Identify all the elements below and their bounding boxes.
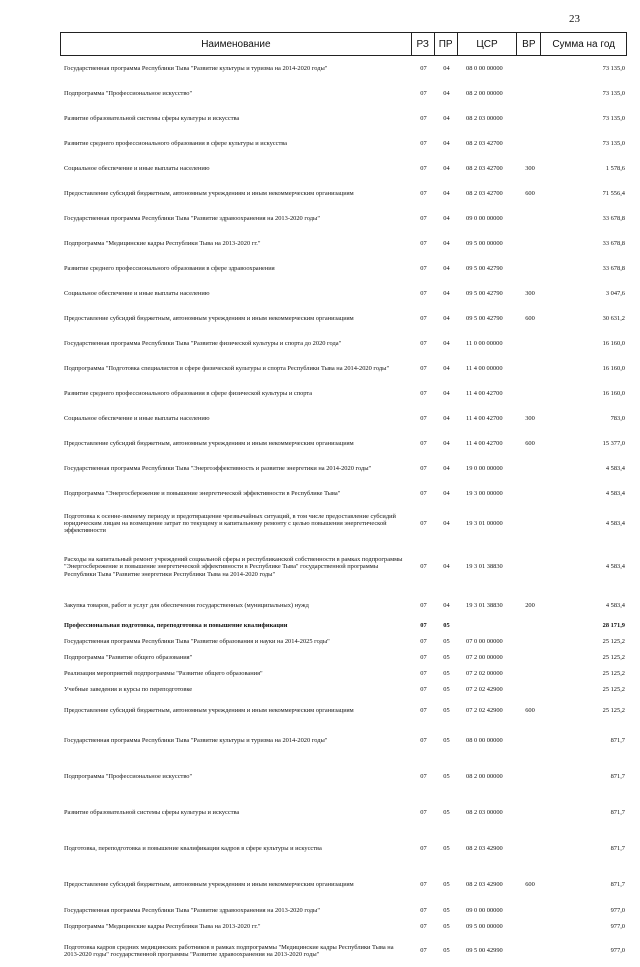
row-rz: 07 bbox=[420, 239, 427, 247]
row-name: Подпрограмма "Профессиональное искусство" bbox=[64, 773, 193, 781]
row-name: Государственная программа Республики Тыва "Развитие физической культуры и спорта до 2020 года" bbox=[64, 339, 342, 347]
row-pr: 05 bbox=[443, 907, 450, 915]
row-name: Подпрограмма "Развитие общего образования" bbox=[64, 654, 193, 662]
row-name: Развитие среднего профессионального образования в сфере культуры и искусства bbox=[64, 139, 288, 147]
row-csr: 08 2 03 00000 bbox=[466, 114, 503, 122]
row-sum: 28 171,9 bbox=[602, 622, 625, 630]
table-row bbox=[60, 506, 627, 541]
row-name: Государственная программа Республики Тыва "Развитие образования и науки на 2014-2025 годы" bbox=[64, 638, 330, 646]
row-csr: 11 4 00 00000 bbox=[466, 364, 503, 372]
row-rz: 07 bbox=[420, 314, 427, 322]
row-vr bbox=[518, 456, 542, 481]
row-pr: 04 bbox=[443, 489, 450, 497]
row-rz: 07 bbox=[420, 389, 427, 397]
row-rz: 07 bbox=[420, 114, 427, 122]
row-rz: 07 bbox=[420, 907, 427, 915]
row-rz: 07 bbox=[420, 164, 427, 172]
row-vr bbox=[518, 381, 542, 406]
row-csr: 07 2 02 42900 bbox=[466, 706, 503, 714]
row-sum: 3 047,6 bbox=[605, 289, 625, 297]
header-name: Наименование bbox=[61, 33, 412, 55]
row-vr bbox=[518, 935, 542, 967]
row-sum: 25 125,2 bbox=[602, 686, 625, 694]
row-sum: 871,7 bbox=[610, 737, 625, 745]
row-sum: 4 583,4 bbox=[605, 601, 625, 609]
row-csr: 08 2 00 00000 bbox=[466, 773, 503, 781]
table-row bbox=[60, 666, 627, 682]
row-sum: 71 556,4 bbox=[602, 189, 625, 197]
row-csr: 19 0 00 00000 bbox=[466, 464, 503, 472]
header-vr: ВР bbox=[517, 33, 541, 55]
row-csr: 09 5 00 00000 bbox=[466, 923, 503, 931]
row-sum: 871,7 bbox=[610, 881, 625, 889]
row-csr: 08 2 03 42700 bbox=[466, 139, 503, 147]
row-vr bbox=[518, 206, 542, 231]
row-pr: 05 bbox=[443, 706, 450, 714]
row-name: Предоставление субсидий бюджетным, автономным учреждениям и иным некоммерческим организациям bbox=[64, 706, 354, 714]
row-rz: 07 bbox=[420, 638, 427, 646]
table-header bbox=[60, 32, 627, 56]
table-row bbox=[60, 935, 627, 967]
row-pr: 05 bbox=[443, 670, 450, 678]
row-pr: 05 bbox=[443, 737, 450, 745]
row-pr: 04 bbox=[443, 414, 450, 422]
row-csr: 07 0 00 00000 bbox=[466, 638, 503, 646]
row-name: Социальное обеспечение и иные выплаты населению bbox=[64, 289, 210, 297]
row-sum: 16 160,0 bbox=[602, 389, 625, 397]
row-vr bbox=[518, 831, 542, 867]
row-name: Расходы на капитальный ремонт учреждений социальной сферы и республиканской собственности в рамках подпрограммы "Энергосбережение и повышение энергетической эффективности в Республике Тыва" государственной программы Республики Тыва "Развитие энергетики Республики Тыва на 2014-2020 годы" bbox=[64, 556, 403, 578]
row-vr: 600 bbox=[525, 189, 535, 197]
row-csr: 11 0 00 00000 bbox=[466, 339, 503, 347]
row-name: Социальное обеспечение и иные выплаты населению bbox=[64, 414, 210, 422]
row-sum: 16 160,0 bbox=[602, 364, 625, 372]
row-vr bbox=[518, 506, 542, 541]
row-name: Подпрограмма "Медицинские кадры Республики Тыва на 2013-2020 гг." bbox=[64, 923, 261, 931]
row-name: Подготовка кадров средних медицинских работников в рамках подпрограммы "Медицинские кадры Республики Тыва на 2013-2020 годы" государственной программы "Развитие здравоохранения на 2013-2020 годы" bbox=[64, 943, 394, 958]
row-rz: 07 bbox=[420, 881, 427, 889]
row-sum: 25 125,2 bbox=[602, 706, 625, 714]
row-pr: 04 bbox=[443, 314, 450, 322]
row-vr bbox=[518, 56, 542, 81]
row-vr bbox=[518, 541, 542, 593]
row-pr: 05 bbox=[443, 654, 450, 662]
table-row bbox=[60, 795, 627, 831]
row-csr: 09 5 00 42790 bbox=[466, 264, 503, 272]
row-name: Государственная программа Республики Тыва "Развитие культуры и туризма на 2014-2020 годы" bbox=[64, 64, 328, 72]
row-rz: 07 bbox=[420, 947, 427, 955]
table-row bbox=[60, 256, 627, 281]
row-pr: 04 bbox=[443, 64, 450, 72]
row-pr: 05 bbox=[443, 809, 450, 817]
table-row bbox=[60, 618, 627, 634]
row-pr: 05 bbox=[443, 686, 450, 694]
row-name: Государственная программа Республики Тыва "Развитие здравоохранения на 2013-2020 годы" bbox=[64, 214, 320, 222]
table-row bbox=[60, 919, 627, 935]
row-sum: 4 583,4 bbox=[605, 519, 625, 527]
table-row bbox=[60, 231, 627, 256]
row-csr: 09 5 00 42790 bbox=[466, 289, 503, 297]
row-name: Государственная программа Республики Тыва "Развитие культуры и туризма на 2014-2020 годы" bbox=[64, 737, 328, 745]
row-name: Развитие образовательной системы сферы культуры и искусства bbox=[64, 114, 240, 122]
table-row bbox=[60, 682, 627, 698]
row-pr: 05 bbox=[443, 638, 450, 646]
row-name: Профессиональная подготовка, переподготовка и повышение квалификации bbox=[64, 622, 288, 630]
row-pr: 04 bbox=[443, 389, 450, 397]
row-pr: 04 bbox=[443, 89, 450, 97]
row-sum: 25 125,2 bbox=[602, 670, 625, 678]
row-sum: 1 578,6 bbox=[605, 164, 625, 172]
row-sum: 977,0 bbox=[610, 907, 625, 915]
table-row bbox=[60, 698, 627, 723]
row-csr: 11 4 00 42700 bbox=[466, 439, 503, 447]
row-vr bbox=[518, 634, 542, 650]
row-rz: 07 bbox=[420, 563, 427, 571]
row-vr bbox=[518, 256, 542, 281]
row-vr: 300 bbox=[525, 164, 535, 172]
row-sum: 871,7 bbox=[610, 773, 625, 781]
row-csr: 09 0 00 00000 bbox=[466, 907, 503, 915]
row-sum: 4 583,4 bbox=[605, 563, 625, 571]
table-row bbox=[60, 181, 627, 206]
row-name: Предоставление субсидий бюджетным, автономным учреждениям и иным некоммерческим организациям bbox=[64, 314, 354, 322]
header-pr: ПР bbox=[435, 33, 458, 55]
row-rz: 07 bbox=[420, 64, 427, 72]
row-rz: 07 bbox=[420, 686, 427, 694]
row-vr bbox=[518, 903, 542, 919]
row-pr: 05 bbox=[443, 773, 450, 781]
row-rz: 07 bbox=[420, 214, 427, 222]
row-sum: 73 135,0 bbox=[602, 139, 625, 147]
row-rz: 07 bbox=[420, 519, 427, 527]
row-vr bbox=[518, 723, 542, 759]
row-rz: 07 bbox=[420, 364, 427, 372]
row-csr: 09 5 00 42990 bbox=[466, 947, 503, 955]
row-vr: 600 bbox=[525, 706, 535, 714]
row-sum: 871,7 bbox=[610, 809, 625, 817]
row-pr: 04 bbox=[443, 519, 450, 527]
row-vr bbox=[518, 356, 542, 381]
row-sum: 871,7 bbox=[610, 845, 625, 853]
row-pr: 04 bbox=[443, 239, 450, 247]
row-csr: 09 5 00 00000 bbox=[466, 239, 503, 247]
table-row bbox=[60, 81, 627, 106]
row-pr: 04 bbox=[443, 439, 450, 447]
row-name: Закупка товаров, работ и услуг для обеспечения государственных (муниципальных) нужд bbox=[64, 601, 309, 609]
row-rz: 07 bbox=[420, 489, 427, 497]
row-name: Учебные заведения и курсы по переподготовке bbox=[64, 686, 193, 694]
row-pr: 04 bbox=[443, 189, 450, 197]
row-sum: 33 678,8 bbox=[602, 264, 625, 272]
table-row bbox=[60, 723, 627, 759]
row-pr: 04 bbox=[443, 464, 450, 472]
table-row bbox=[60, 541, 627, 593]
row-sum: 73 135,0 bbox=[602, 114, 625, 122]
row-sum: 4 583,4 bbox=[605, 464, 625, 472]
row-pr: 05 bbox=[443, 881, 450, 889]
row-pr: 04 bbox=[443, 289, 450, 297]
row-pr: 04 bbox=[443, 339, 450, 347]
row-vr bbox=[518, 331, 542, 356]
row-rz: 07 bbox=[420, 189, 427, 197]
row-vr bbox=[518, 481, 542, 506]
table-row bbox=[60, 331, 627, 356]
table-row bbox=[60, 456, 627, 481]
page-number: 23 bbox=[569, 13, 580, 25]
row-vr bbox=[518, 131, 542, 156]
table-row bbox=[60, 156, 627, 181]
table-body bbox=[60, 56, 627, 967]
row-name: Реализация мероприятий подпрограммы "Развитие общего образования" bbox=[64, 670, 263, 678]
row-csr: 19 3 01 00000 bbox=[466, 519, 503, 527]
row-sum: 15 377,0 bbox=[602, 439, 625, 447]
table-row bbox=[60, 281, 627, 306]
row-csr: 08 2 03 42700 bbox=[466, 164, 503, 172]
row-rz: 07 bbox=[420, 464, 427, 472]
row-csr: 07 2 02 00000 bbox=[466, 670, 503, 678]
row-vr bbox=[518, 231, 542, 256]
row-pr: 05 bbox=[443, 845, 450, 853]
table-row bbox=[60, 650, 627, 666]
table-row bbox=[60, 593, 627, 618]
table-row bbox=[60, 903, 627, 919]
table-row bbox=[60, 306, 627, 331]
row-rz: 07 bbox=[420, 89, 427, 97]
row-sum: 783,0 bbox=[610, 414, 625, 422]
table-row bbox=[60, 759, 627, 795]
row-vr: 300 bbox=[525, 414, 535, 422]
row-pr: 04 bbox=[443, 601, 450, 609]
table-row bbox=[60, 131, 627, 156]
row-rz: 07 bbox=[420, 923, 427, 931]
row-vr: 600 bbox=[525, 314, 535, 322]
table-row bbox=[60, 106, 627, 131]
row-pr: 04 bbox=[443, 114, 450, 122]
row-csr: 08 0 00 00000 bbox=[466, 64, 503, 72]
row-vr: 200 bbox=[525, 601, 535, 609]
row-vr bbox=[518, 759, 542, 795]
row-sum: 30 631,2 bbox=[602, 314, 625, 322]
row-sum: 4 583,4 bbox=[605, 489, 625, 497]
header-rz: РЗ bbox=[412, 33, 435, 55]
row-vr: 600 bbox=[525, 439, 535, 447]
row-rz: 07 bbox=[420, 737, 427, 745]
row-sum: 977,0 bbox=[610, 923, 625, 931]
row-pr: 04 bbox=[443, 563, 450, 571]
row-csr: 08 2 00 00000 bbox=[466, 89, 503, 97]
row-csr: 08 2 03 42700 bbox=[466, 189, 503, 197]
row-sum: 25 125,2 bbox=[602, 654, 625, 662]
row-csr: 09 5 00 42790 bbox=[466, 314, 503, 322]
table-row bbox=[60, 634, 627, 650]
row-name: Развитие среднего профессионального образования в сфере физической культуры и спорта bbox=[64, 389, 313, 397]
row-rz: 07 bbox=[420, 845, 427, 853]
row-rz: 07 bbox=[420, 439, 427, 447]
row-sum: 33 678,8 bbox=[602, 239, 625, 247]
row-csr: 08 2 03 42900 bbox=[466, 845, 503, 853]
row-csr: 08 2 03 42900 bbox=[466, 881, 503, 889]
row-name: Подготовка к осенне-зимнему периоду и предотвращение чрезвычайных ситуаций, в том числе предоставление субсидий юридическим лицам на возмещение затрат по текущему и капитальному ремонту с целью повышения энергетической эффективности bbox=[64, 512, 396, 535]
row-name: Развитие образовательной системы сферы культуры и искусства bbox=[64, 809, 240, 817]
row-name: Предоставление субсидий бюджетным, автономным учреждениям и иным некоммерческим организациям bbox=[64, 439, 354, 447]
row-vr bbox=[518, 618, 542, 634]
row-pr: 05 bbox=[443, 947, 450, 955]
table-row bbox=[60, 831, 627, 867]
row-rz: 07 bbox=[420, 706, 427, 714]
row-vr bbox=[518, 650, 542, 666]
row-name: Государственная программа Республики Тыва "Энергоэффективность и развитие энергетики на 2014-2020 годы" bbox=[64, 464, 372, 472]
row-csr bbox=[458, 618, 518, 634]
row-csr: 19 3 00 00000 bbox=[466, 489, 503, 497]
row-vr: 600 bbox=[525, 881, 535, 889]
row-name: Социальное обеспечение и иные выплаты населению bbox=[64, 164, 210, 172]
row-sum: 16 160,0 bbox=[602, 339, 625, 347]
row-name: Подпрограмма "Профессиональное искусство" bbox=[64, 89, 193, 97]
row-sum: 73 135,0 bbox=[602, 89, 625, 97]
row-rz: 07 bbox=[420, 601, 427, 609]
row-vr bbox=[518, 81, 542, 106]
row-name: Государственная программа Республики Тыва "Развитие здравоохранения на 2013-2020 годы" bbox=[64, 907, 320, 915]
row-name: Подпрограмма "Медицинские кадры Республики Тыва на 2013-2020 гг." bbox=[64, 239, 261, 247]
row-pr: 04 bbox=[443, 364, 450, 372]
row-rz: 07 bbox=[420, 809, 427, 817]
row-rz: 07 bbox=[420, 773, 427, 781]
row-vr bbox=[518, 682, 542, 698]
row-rz: 07 bbox=[420, 670, 427, 678]
row-csr: 19 3 01 38830 bbox=[466, 563, 503, 571]
row-vr bbox=[518, 666, 542, 682]
row-sum: 977,0 bbox=[610, 947, 625, 955]
row-rz: 07 bbox=[420, 339, 427, 347]
header-csr: ЦСР bbox=[458, 33, 518, 55]
table-row bbox=[60, 56, 627, 81]
table-row bbox=[60, 481, 627, 506]
row-rz: 07 bbox=[420, 264, 427, 272]
row-vr bbox=[518, 106, 542, 131]
row-csr: 11 4 00 42700 bbox=[466, 389, 503, 397]
row-name: Предоставление субсидий бюджетным, автономным учреждениям и иным некоммерческим организациям bbox=[64, 881, 354, 889]
row-vr bbox=[518, 795, 542, 831]
table-row bbox=[60, 381, 627, 406]
row-pr: 04 bbox=[443, 139, 450, 147]
row-name: Развитие среднего профессионального образования в сфере здравоохранения bbox=[64, 264, 275, 272]
row-pr: 05 bbox=[443, 923, 450, 931]
row-name: Подготовка, переподготовка и повышение квалификации кадров в сфере культуры и искусства bbox=[64, 845, 322, 853]
row-pr: 04 bbox=[443, 264, 450, 272]
row-csr: 07 2 00 00000 bbox=[466, 654, 503, 662]
row-sum: 33 678,8 bbox=[602, 214, 625, 222]
row-csr: 11 4 00 42700 bbox=[466, 414, 503, 422]
row-vr: 300 bbox=[525, 289, 535, 297]
table-row bbox=[60, 406, 627, 431]
row-sum: 73 135,0 bbox=[602, 64, 625, 72]
table-row bbox=[60, 206, 627, 231]
row-rz: 07 bbox=[420, 139, 427, 147]
row-csr: 07 2 02 42900 bbox=[466, 686, 503, 694]
row-name: Подпрограмма "Энергосбережение и повышение энергетической эффективности в Республике Тыва" bbox=[64, 489, 341, 497]
row-name: Предоставление субсидий бюджетным, автономным учреждениям и иным некоммерческим организациям bbox=[64, 189, 354, 197]
row-rz: 07 bbox=[420, 622, 427, 630]
header-sum: Сумма на год bbox=[552, 38, 615, 50]
row-sum: 25 125,2 bbox=[602, 638, 625, 646]
row-csr: 08 0 00 00000 bbox=[466, 737, 503, 745]
row-csr: 09 0 00 00000 bbox=[466, 214, 503, 222]
row-rz: 07 bbox=[420, 414, 427, 422]
table-row bbox=[60, 867, 627, 903]
row-vr bbox=[518, 919, 542, 935]
row-rz: 07 bbox=[420, 289, 427, 297]
row-rz: 07 bbox=[420, 654, 427, 662]
row-pr: 04 bbox=[443, 164, 450, 172]
table-row bbox=[60, 431, 627, 456]
row-csr: 19 3 01 38830 bbox=[466, 601, 503, 609]
table-row bbox=[60, 356, 627, 381]
row-name: Подпрограмма "Подготовка специалистов в сфере физической культуры и спорта Республики Тыва на 2014-2020 годы" bbox=[64, 364, 390, 372]
row-pr: 04 bbox=[443, 214, 450, 222]
row-pr: 05 bbox=[443, 622, 450, 630]
row-csr: 08 2 03 00000 bbox=[466, 809, 503, 817]
